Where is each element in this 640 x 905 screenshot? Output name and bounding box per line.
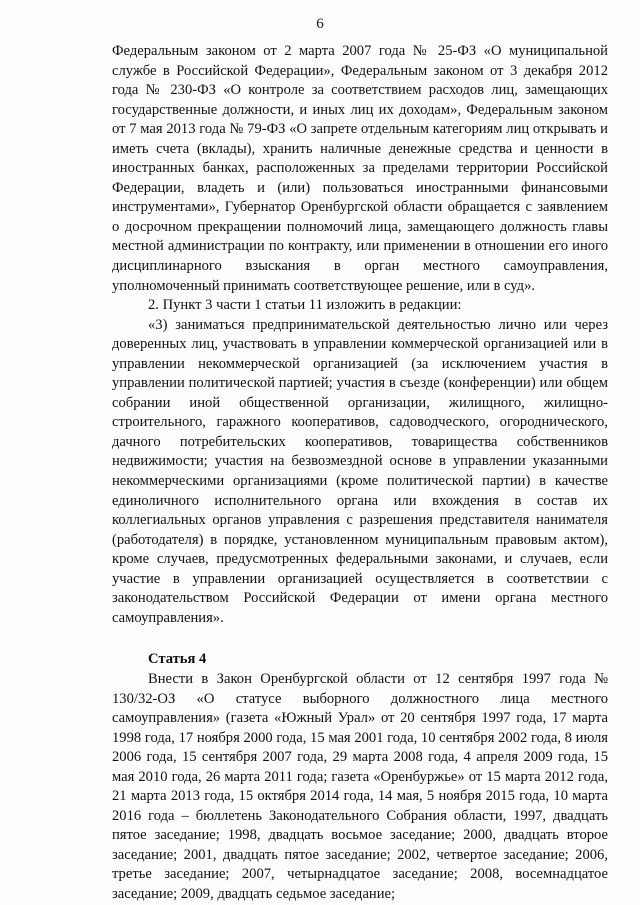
paragraph-continuation: Федеральным законом от 2 марта 2007 года № 25-ФЗ «О муниципальной службе в Российской Федерации», Федеральным законом от 3 декабря 2012 года № 230-ФЗ «О контроле за соответствием расходов лиц, замещающих государственные должности, и иных лиц их доходам», Федеральным законом от 7 мая 2013 года № 79-ФЗ «О запрете отдельным категориям лиц открывать и иметь счета (вклады), хранить наличные денежные средства и ценности в иностранных банках, расположенных за пределами территории Российской Федерации, владеть и (или) пользоваться иностранными финансовыми инструментами», Губернатор Оренбургской области обращается с заявлением о досрочном прекращении полномочий лица, замещающего должность главы местной администрации по контракту, или применении в отношении его иного дисциплинарного взыскания в орган местного самоуправления, уполномоченный принимать соответствующее решение, или в суд». <box>112 43 608 294</box>
paragraph-item-2: 2. Пункт 3 части 1 статьи 11 изложить в редакции: <box>148 297 462 314</box>
article-heading: Статья 4 <box>148 651 207 668</box>
paragraph-quoted-item-3: «3) заниматься предпринимательской деятельностью лично или через доверенных лиц, участвовать в управлении коммерческой организацией или в управлении некоммерческой организацией (за исключением участия в управлении политической партией; участия в съезде (конференции) или общем собрании иной общественной организации, жилищного, жилищно-строительного, гаражного кооперативов, садоводческого, огороднического, дачного потребительских кооперативов, товарищества собственников недвижимости; участия на безвозмездной основе в управлении указанными некоммерческими организациями (кроме политической партии) в качестве единоличного исполнительного органа или вхождения в состав их коллегиальных органов управления с разрешения представителя нанимателя (работодателя) в порядке, установленном муниципальным правовым актом), кроме случаев, предусмотренных федеральными законами, и случаев, если участие в управлении организацией осуществляется в соответствии с законодательством Российской Федерации от имени органа местного самоуправления». <box>112 316 608 626</box>
paragraph-article-4: Внести в Закон Оренбургской области от 12 сентября 1997 года № 130/32-ОЗ «О статусе выборного должностного лица местного самоуправления» (газета «Южный Урал» от 20 сентября 1997 года, 17 марта 1998 года, 17 ноября 2000 года, 15 мая 2001 года, 10 сентября 2002 года, 8 июля 2006 года, 15 сентября 2007 года, 29 марта 2008 года, 4 апреля 2009 года, 15 мая 2010 года, 26 марта 2011 года; газета «Оренбуржье» от 15 марта 2012 года, 21 марта 2013 года, 15 октября 2014 года, 14 мая, 5 ноября 2015 года, 10 марта 2016 года – бюллетень Законодательного Собрания области, 1997, двадцать пятое заседание; 1998, двадцать восьмое заседание; 2000, двадцать второе заседание; 2001, двадцать пятое заседание; 2002, четвертое заседание; 2006, третье заседание; 2007, четырнадцатое заседание; 2008, восемнадцатое заседание; 2009, двадцать седьмое заседание; <box>112 670 608 902</box>
document-body <box>112 42 608 905</box>
page-number: 6 <box>316 16 324 32</box>
